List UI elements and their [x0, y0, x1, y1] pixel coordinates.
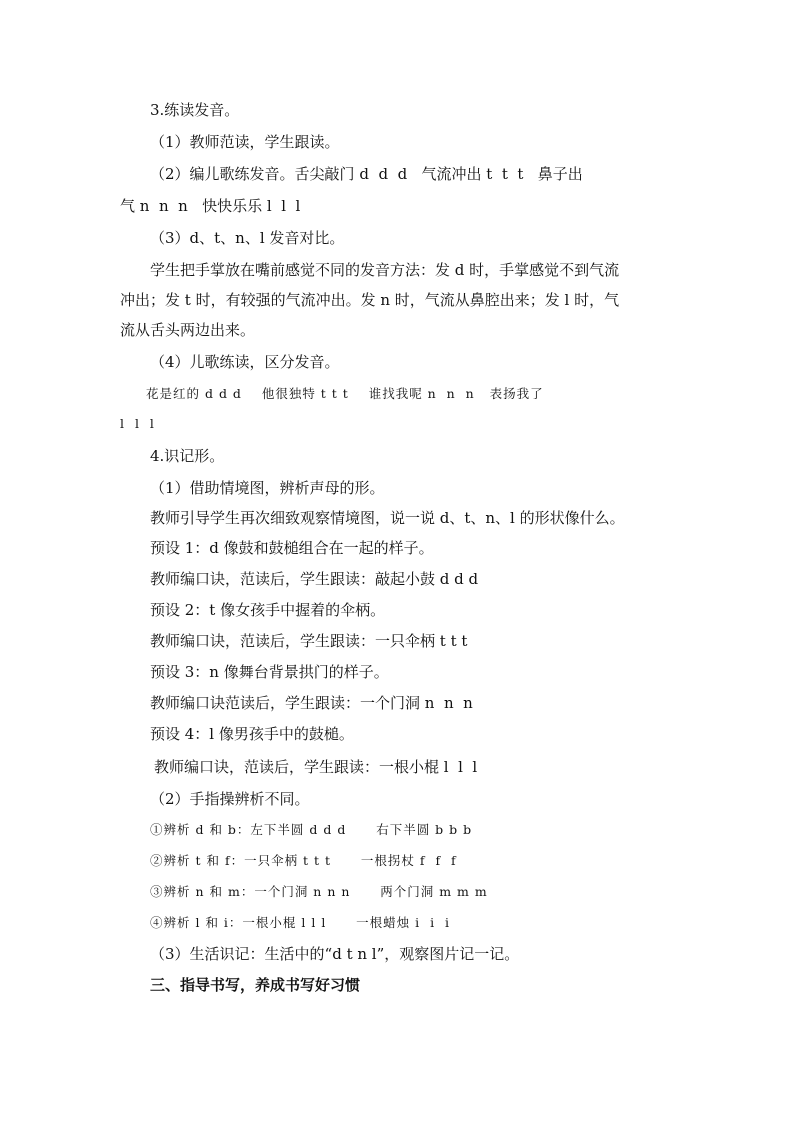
section-heading-writing: 三、指导书写，养成书写好习惯: [150, 976, 361, 994]
line-chant-4: 教师编口诀，范读后，学生跟读：一根小棍 l l l: [154, 758, 478, 776]
line-compare-l-i: ④辨析 l 和 i：一根小棍 l l l 一根蜡烛 i i i: [150, 915, 451, 930]
paragraph-hand-test-2: 冲出；发 t 时，有较强的气流冲出。发 n 时，气流从鼻腔出来；发 l 时，气: [120, 291, 620, 309]
line-rhyme-reading: （4）儿歌练读，区分发音。: [150, 353, 340, 371]
line-compare-t-f: ②辨析 t 和 f：一只伞柄 t t t 一根拐杖 f f f: [150, 853, 457, 868]
line-preset-2: 预设 2：t 像女孩手中握着的伞柄。: [150, 601, 386, 619]
line-preset-3: 预设 3：n 像舞台背景拱门的样子。: [150, 663, 389, 681]
line-chant-2: 教师编口诀，范读后，学生跟读：一只伞柄 t t t: [150, 632, 468, 650]
line-observe-picture: 教师引导学生再次细致观察情境图，说一说 d、t、n、l 的形状像什么。: [150, 509, 625, 527]
line-chant-3: 教师编口诀范读后，学生跟读：一个门洞 n n n: [150, 694, 473, 712]
line-rhyme-continued: 气 n n n 快快乐乐 l l l: [120, 197, 301, 215]
heading-practice-pronunciation: 3.练读发音。: [150, 101, 240, 119]
line-preset-4: 预设 4：l 像男孩手中的鼓槌。: [150, 725, 354, 743]
line-finger-exercise: （2）手指操辨析不同。: [150, 790, 310, 808]
line-preset-1: 预设 1：d 像鼓和鼓槌组合在一起的样子。: [150, 539, 434, 557]
line-compare-sounds: （3）d、t、n、l 发音对比。: [150, 229, 345, 247]
line-scene-picture: （1）借助情境图，辨析声母的形。: [150, 479, 385, 497]
line-teacher-demo: （1）教师范读，学生跟读。: [150, 133, 340, 151]
paragraph-hand-test-1: 学生把手掌放在嘴前感觉不同的发音方法：发 d 时，手掌感觉不到气流: [150, 261, 620, 279]
heading-recognize-shape: 4.识记形。: [150, 447, 225, 465]
line-flower-rhyme: 花是红的 d d d 他很独特 t t t 谁找我呢 n n n 表扬我了: [146, 386, 544, 401]
line-flower-rhyme-continued: l l l: [120, 416, 155, 431]
line-compare-d-b: ①辨析 d 和 b：左下半圆 d d d 右下半圆 b b b: [150, 822, 473, 837]
line-life-recognition: （3）生活识记：生活中的“d t n l”，观察图片记一记。: [150, 945, 520, 963]
paragraph-hand-test-3: 流从舌头两边出来。: [120, 321, 256, 339]
line-compare-n-m: ③辨析 n 和 m：一个门洞 n n n 两个门洞 m m m: [150, 884, 488, 899]
line-rhyme-practice: （2）编儿歌练发音。舌尖敲门 d d d 气流冲出 t t t 鼻子出: [150, 165, 583, 183]
line-chant-1: 教师编口诀，范读后，学生跟读：敲起小鼓 d d d: [150, 570, 479, 588]
